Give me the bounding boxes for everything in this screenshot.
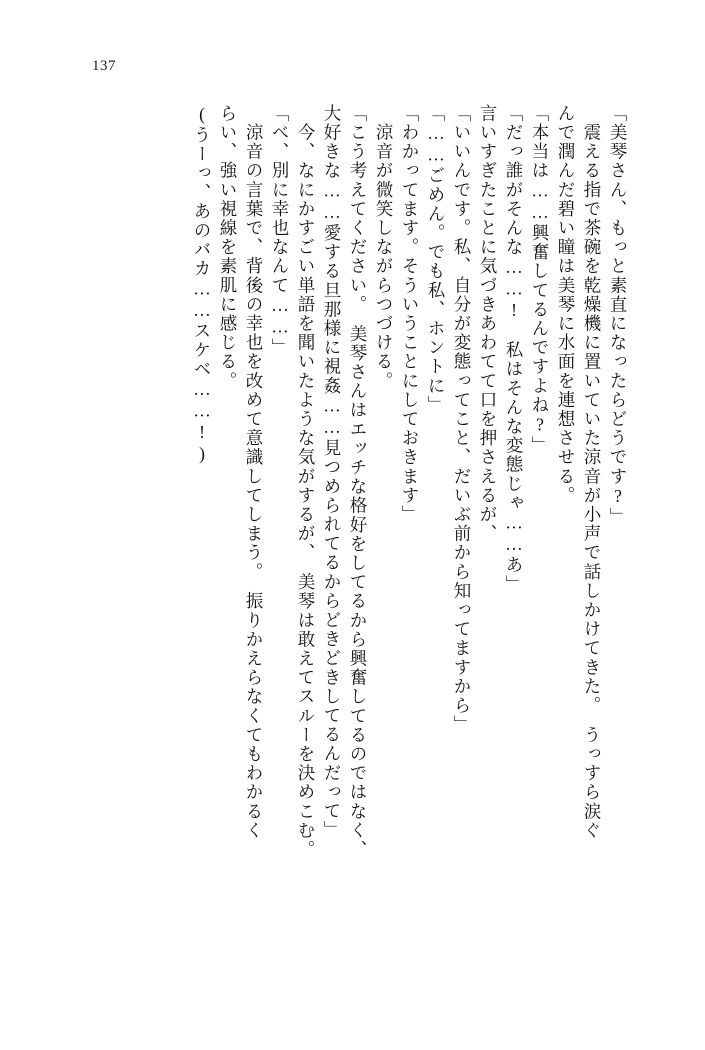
text-column: らい、強い視線を素肌に感じる。 [218,104,238,391]
text-column: んで潤んだ碧い瞳は美琴に水面を連想させる。 [556,104,576,506]
text-column: 大好きな……愛する旦那様に視姦……見つめられてるからどきどきしてるんだって」 [322,104,342,840]
text-column: 「べ、別に幸也なんて……」 [270,104,290,358]
text-column: 涼音が微笑しながらつづける。 [374,104,394,391]
text-column: 「美琴さん、もっと素直になったらどうです?」 [608,104,628,527]
text-column: 「本当は……興奮してるんですよね?」 [530,104,550,456]
text-column: 震える指で茶碗を乾燥機に置いていた涼音が小声で話しかけてきた。 うっすら涙ぐ [582,104,602,841]
text-column: 「こう考えてください。 美琴さんはエッチな格好をしてるから興奮してるのではなく、 [348,104,368,860]
vertical-text-block [185,104,627,984]
text-column: 「だっ誰がそんな……! 私はそんな変態じゃ……あ」 [504,104,524,594]
page-number: 137 [92,58,116,74]
text-column: 「いいんです。私、自分が変態ってこと、だいぶ前から知ってますから」 [452,104,472,735]
text-column: 言いすぎたことに気づきあわてて口を押さえるが、 [478,104,498,544]
text-column: 今、なにかすごい単語を聞いたような気がするが、 美琴は敢えてスルーを決めこむ。 [296,104,316,860]
text-column: 「……ごめん。でも私、ホントに」 [426,104,446,415]
text-column: 「わかってます。そういうことにしておきます」 [400,104,420,525]
text-column: (うーっ、あのバカ……スケベ……!) [192,104,212,466]
text-column: 涼音の言葉で、背後の幸也を改めて意識してしまう。 振りかえらなくてもわかるく [244,104,264,841]
